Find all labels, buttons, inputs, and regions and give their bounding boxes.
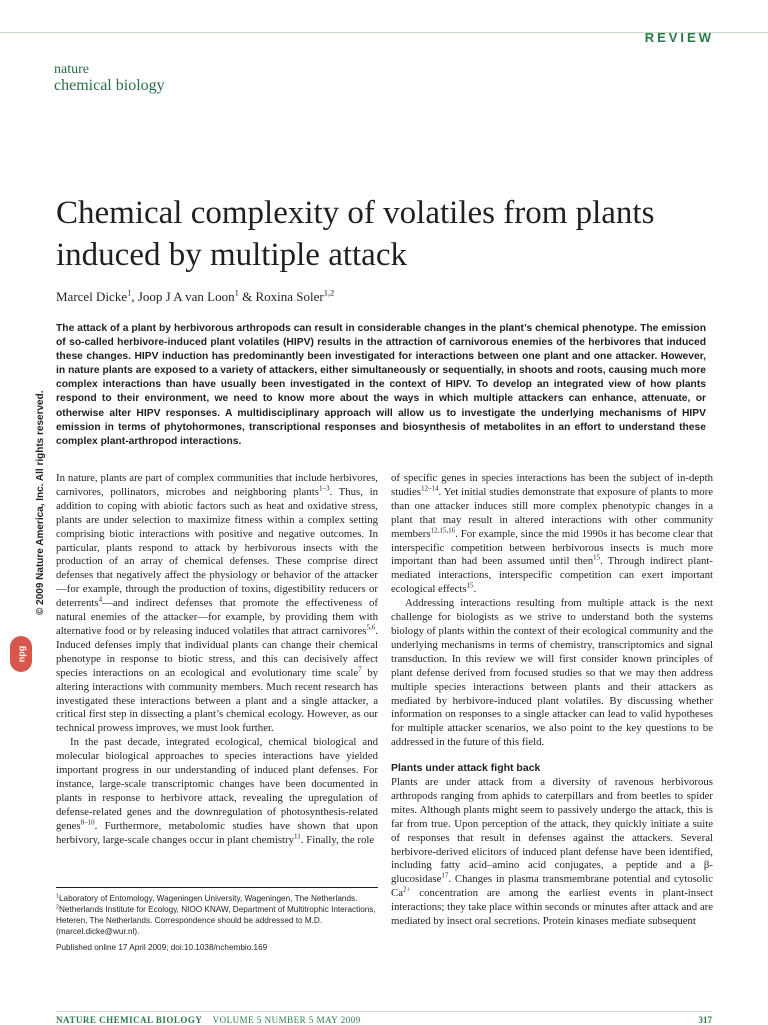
author-list	[56, 289, 334, 305]
body-text: —and indirect defenses that promote the effectiveness of natural enemies of the attacker—for example, by providing them with alternative food or by releasing induced volatiles that attract carnivores	[56, 597, 378, 637]
body-text: by altering interactions with community members. Much recent research has investigated these interactions between a plant and a single attacker, a critical first step in dissecting a plant’s chemical ecology. However, as our technical prowess improves, we must look further.	[56, 666, 378, 735]
footer-journal-name: NATURE CHEMICAL BIOLOGY	[56, 1015, 203, 1025]
body-text: . Changes in plasma transmembrane potential and cytosolic Ca	[391, 873, 713, 900]
affiliation-marker: 1	[234, 287, 239, 298]
body-text: . Induced defenses imply that individual plants can change their chemical phenotype in response to biotic stress, and this can decisively affect species interactions on an ecological and evolutionary time scale	[56, 624, 378, 679]
affiliation-text: Netherlands Institute for Ecology, NIOO KNAW, Department of Multitrophic Interactions, Heteren, The Netherlands. Correspondence should be addressed to M.D. (marcel.dicke@wur.nl).	[56, 905, 376, 936]
body-column-right	[391, 472, 713, 929]
section-heading: Plants under attack fight back	[391, 762, 541, 775]
body-text: .	[473, 583, 477, 596]
body-text: Plants are under attack from a diversity of ravenous herbivorous arthropods ranging from aphids to caterpillars and from beetles to spider mites. Although plants might seem to passively undergo the attack, this is far from true. Upon perception of the attack, they quickly initiate a suite of responses that result in defenses against the attackers. Several herbivore-derived elicitors of induced plant defense have been identified, including fatty acid–amino acid conjugates, a peptide and a β-glucosidase	[391, 776, 713, 886]
footnote-divider	[56, 887, 378, 888]
citation-ref[interactable]: 15	[593, 553, 601, 562]
body-paragraph	[56, 472, 378, 736]
citation-ref[interactable]: 5,6	[366, 623, 376, 632]
author-name[interactable]: & Roxina Soler	[238, 289, 324, 304]
npg-logo-text: npg	[16, 645, 26, 663]
body-text: . For example, since the mid 1990s it has become clear that interspecific competition between herbivorous insects is much more important than had been assumed until then	[391, 527, 713, 568]
body-paragraph	[391, 776, 713, 929]
body-text: In the past decade, integrated ecological, chemical biological and molecular biological approaches to species interactions have yielded important progress in our understanding of induced plant defenses. For instance, large-scale transcriptomic changes have been documented in plants in response to herbivore attack, revealing the upregulation of defense-related genes and the downregulation of photosynthesis-related genes	[56, 736, 378, 832]
citation-ref[interactable]: 8–10	[80, 818, 95, 827]
page-footer	[56, 1011, 712, 1025]
journal-logo-line1: nature	[54, 62, 89, 77]
citation-ref[interactable]: 11	[294, 831, 301, 840]
abstract: The attack of a plant by herbivorous arthropods can result in considerable changes in the plant’s chemical phenotype. The emission of so-called herbivore-induced plant volatiles (HIPV) results in the attraction of carnivorous enemies of the herbivores that induced these changes. HIPV induction has predominantly been investigated for interactions between one plant and one attacker. However, in nature plants are exposed to a variety of attackers, either simultaneously or sequentially, in shoots and roots, causing much more complex interactions than have usually been investigated in the context of HIPV. To develop an integrated view of how plants respond to their environment, we need to know more about the ways in which multiple attackers can enhance, attenuate, or otherwise alter HIPV responses. A multidisciplinary approach will allow us to investigate the underlying mechanisms of HIPV emission in terms of phytohormones, transcriptional responses and biosynthesis of metabolites in an effort to understand these complex plant-arthropod interactions.	[56, 323, 706, 447]
body-paragraph	[391, 597, 713, 750]
footer-volume: VOLUME 5 NUMBER 5 MAY 2009	[212, 1015, 361, 1025]
body-text: of specific genes in species interactions has been the subject of in-depth studies	[391, 472, 713, 498]
body-text: . Finally, the role	[300, 833, 375, 846]
citation-ref[interactable]: 12–14	[421, 484, 439, 493]
citation-ref[interactable]: 7	[358, 665, 362, 674]
citation-ref[interactable]: 4	[98, 595, 103, 604]
body-paragraph	[391, 472, 713, 597]
citation-ref[interactable]: 15	[466, 581, 474, 590]
article-title: Chemical complexity of volatiles from plants induced by multiple attack	[56, 195, 655, 273]
body-text: . Through indirect plant-mediated interactions, interspecific competition can exert important ecological effects	[391, 555, 713, 596]
citation-ref[interactable]: 17	[441, 871, 449, 880]
affiliation-marker: 1	[56, 893, 59, 900]
citation-ref[interactable]: 12,15,16	[430, 526, 456, 535]
journal-logo-line2: chemical biology	[54, 77, 165, 94]
section-label: REVIEW	[644, 30, 714, 45]
body-text: . Thus, in addition to coping with abiotic factors such as heat and oxidative stress, plants are under selection to maximize fitness within a complex setting comprising biotic interactions with positive and negative outcomes. In particular, plants respond to attack by herbivorous insects with the production of an array of chemical defenses. These comprise direct defenses that negatively affect the physiology or behavior of the attacker—for example, through the production of toxins, digestibility reducers or deterrents	[56, 485, 378, 610]
copyright-notice: © 2009 Nature America, Inc. All rights reserved.	[35, 390, 46, 615]
header-rule	[0, 0, 768, 33]
body-text: . Furthermore, metabolomic studies have shown that upon herbivory, large-scale changes occur in plant chemistry	[56, 819, 378, 846]
affiliation-marker: 1,2	[323, 287, 335, 298]
body-column-left	[56, 472, 378, 847]
body-text: . Yet initial studies demonstrate that exposure of plants to more than one attacker induces still more complex phenotypic changes in a plant that may result in altered interactions with other community members	[391, 485, 713, 540]
publication-info[interactable]: Published online 17 April 2009; doi:10.1038/nchembio.169	[56, 943, 268, 952]
body-text: concentration are among the earliest events in plant-insect interactions; they take place within seconds or minutes after attack and are mediated by insect oral secretions. Protein kinases mediate subsequent	[391, 887, 713, 928]
affiliation-marker: 1	[127, 287, 132, 298]
author-name[interactable]: Marcel Dicke	[56, 289, 128, 304]
npg-logo	[10, 636, 32, 672]
affiliation-marker: 2	[56, 904, 59, 911]
body-paragraph	[56, 736, 378, 847]
citation-ref[interactable]: 1–3	[318, 484, 330, 493]
journal-logo[interactable]	[54, 62, 165, 94]
page-number: 317	[698, 1015, 712, 1025]
affiliation-text: Laboratory of Entomology, Wageningen University, Wageningen, The Netherlands.	[58, 894, 358, 903]
superscript: 2+	[403, 885, 411, 894]
body-text: In nature, plants are part of complex communities that include herbivores, carnivores, pollinators, microbes and neighboring plants	[56, 472, 378, 498]
affiliations-footnote	[56, 893, 378, 937]
body-text: Addressing interactions resulting from multiple attack is the next challenge for biologists as we strive to understand both the systems biology of plants within the context of their ecological community and the underlying mechanisms in terms of chemistry, transcriptomics and signal transduction. In this review we will first consider known principles of plant defense derived from focused studies so that we may then address multiple species interactions between plants and their attackers as mediated by herbivore-induced plant volatiles. By discussing whether information on responses to a single attacker can lead to valid hypotheses for multiple attacker scenarios, we also point to the key questions to be addressed in the future of this field.	[391, 597, 713, 749]
author-name[interactable]: , Joop J A van Loon	[131, 289, 235, 304]
